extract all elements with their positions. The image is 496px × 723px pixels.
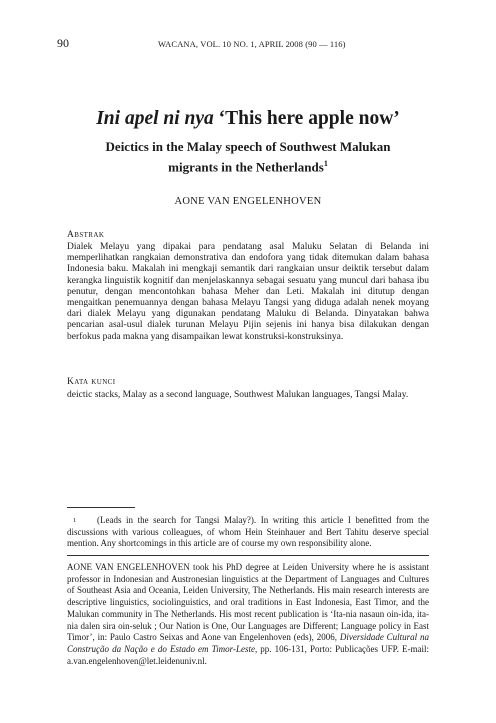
footnote-text: (Leads in the search for Tangsi Malay?). In writing this article I benefitted from the discussions with various colleagues, of whom Hein Steinhauer and Bert Tahitu deserve special mention. Any shortcomings in this article are of course my own responsibility alone. [67, 515, 429, 548]
title-italic-part: Ini apel ni nya [96, 108, 214, 129]
bio-book-title: Diversidade Cultural na Construção da Nação e do Estado em Timor-Leste [67, 632, 429, 654]
author-bio [67, 562, 429, 667]
article-subtitle [60, 138, 436, 175]
subtitle-line-2: migrants in the Netherlands [168, 159, 324, 175]
page-number: 90 [57, 36, 69, 50]
bio-divider [67, 555, 429, 556]
footnote [67, 515, 429, 550]
footnote-divider [67, 507, 135, 508]
title-translation: ‘This here apple now’ [213, 108, 400, 129]
keywords-label: Kata kunci [67, 377, 116, 387]
article-title [40, 108, 456, 130]
footnote-reference[interactable]: 1 [323, 159, 328, 168]
subtitle-line-1: Deictics in the Malay speech of Southwest Malukan [105, 139, 391, 154]
running-header: WACANA, VOL. 10 NO. 1, APRIL 2008 (90 — 116) [158, 39, 346, 49]
footnote-mark: 1 [73, 517, 77, 524]
author-name: AONE VAN ENGELENHOVEN [174, 196, 322, 207]
keywords-text: deictic stacks, Malay as a second language, Southwest Malukan languages, Tangsi Malay. [67, 390, 409, 400]
abstract-label: Abstrak [67, 230, 105, 240]
bio-text-end: , pp. 106-131, Porto: Publicações UFP. E-mail: a.van.engelenhoven@let.leidenuniv.nl. [67, 643, 429, 666]
bio-text: AONE VAN ENGELENHOVEN took his PhD degree at Leiden University where he is assistant professor in Indonesian and Austronesian linguistics at the Department of Languages and Cultures of Southeast Asia and Oceania, Leiden University, The Netherlands. His main research interests are descriptive linguistics, sociolinguistics, and oral traditions in East Indonesia, East Timor, and the Malukan community in The Netherlands. His most recent publication is ‘Ita-nia nasaun oin-ida, ita-nia dalen sira oin-seluk ; Our Nation is One, Our Languages are Different; Language policy in East Timor’, in: Paulo Castro Seixas and Aone van Engelenhoven (eds), 2006, [67, 562, 429, 643]
abstract-text: Dialek Melayu yang dipakai para pendatang asal Maluku Selatan di Belanda ini memperlihatkan rangkaian demonstrativa dan endofora yang tidak ditemukan dalam bahasa Indonesia baku. Makalah ini mengkaji semantik dari rangkaian unsur deiktik tersebut dalam kerangka linguistik kognitif dan menjelaskannya sebagai sesuatu yang muncul dari bahasa ibu penutur, dengan mencontohkan bahasa Meher dan Leti. Makalah ini ditutup dengan mengaitkan penemuannya dengan bahasa Melayu Tangsi yang diduga adalah nenek moyang dari dialek Melayu yang digunakan pendatang Maluku di Belanda. Dinyatakan bahwa pencarian asal-usul dialek turunan Melayu Pijin sejenis ini hanya bisa dilakukan dengan berfokus pada makna yang disampaikan lewat konstruksi-konstruksinya. [67, 242, 429, 342]
